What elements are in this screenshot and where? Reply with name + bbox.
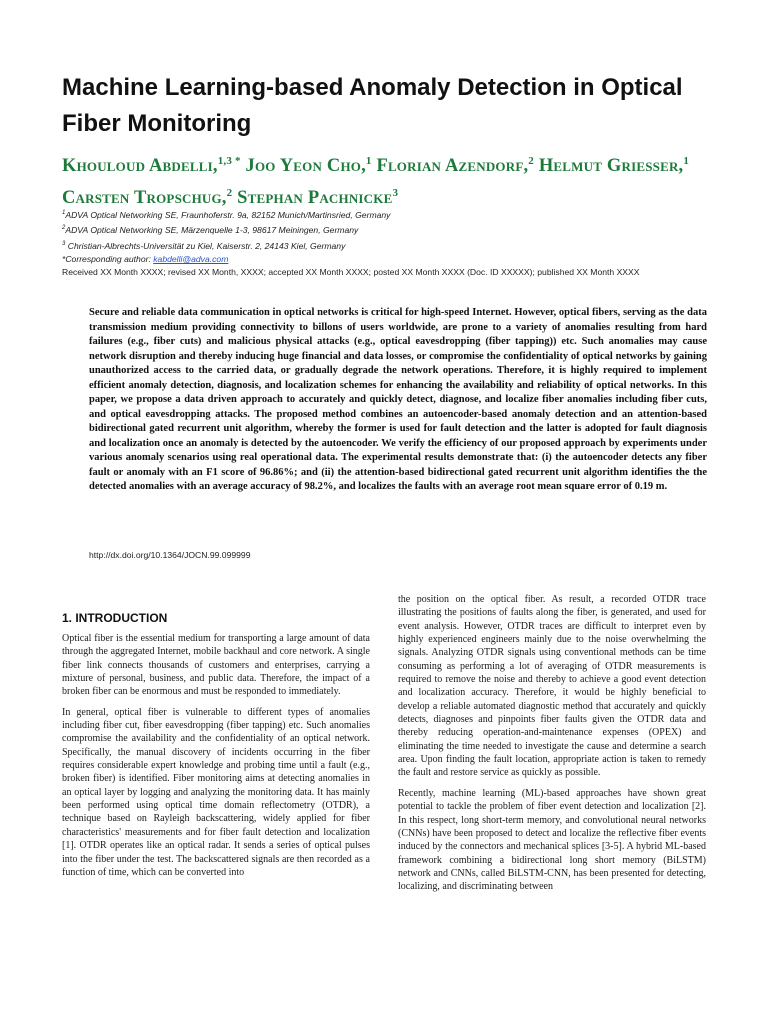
paragraph: Optical fiber is the essential medium for transporting a large amount of data through the aggregated Internet, mobile backhaul and core network. A single fiber link connects thousands of customers and enterprises, carrying a mixture of personal, business, and public data. Therefore, the impact of a broken fiber can be enormous and must be responded to immediately.: [62, 633, 370, 698]
paragraph: Recently, machine learning (ML)-based approaches have shown great potential to tackle the problem of fiber event detection and localization [2]. In this respect, long short-term memory, and convolutional neural networks (CNNs) have been proposed to detect and localize the reflective fiber events induced by the connectors and mechanical splices [3-5]. A hybrid ML-based framework combining a bidirectional long short memory (BiLSTM) network and CNNs, called BiLSTM-CNN, has been presented for detecting, localizing, and discriminating between: [398, 787, 706, 893]
author: Florian Azendorf,$^2$: [376, 155, 534, 177]
paragraph: In general, optical fiber is vulnerable to different types of anomalies including fiber cut, fiber eavesdropping (fiber tapping) etc. Such anomalies compromise the availability and the confidentiality of an optical network. Specifically, the manual discovery of incidents occurring in the fiber requires considerable expert knowledge and probing time until a fault (e.g., broken fiber) is identified. Fiber monitoring aims at detecting anomalies in an optical layer by logging and analyzing the monitoring data. It has mainly been performed using optical time domain reflectometry (OTDR), a technique based on Rayleigh backscattering, widely applied for fiber characteristics' measurements and for fiber fault detection and localization [1]. OTDR operates like an optical radar. It sends a series of optical pulses into the fiber under the test. The backscattered signals are then recorded as a function of time, which can be converted into: [62, 706, 370, 878]
doi-link[interactable]: http://dx.doi.org/10.1364/JOCN.99.099999: [89, 550, 251, 560]
abstract: Secure and reliable data communication in optical networks is critical for high-speed Internet. However, optical fibers, serving as the data transmission medium providing connectivity to billons of users worldwide, are prone to a variety of anomalies resulting from hard failures (e.g., fiber cuts) and malicious physical attacks (e.g., optical eavesdropping (fiber tapping)) etc. Such anomalies may cause network disruption and thereby inducing huge financial and data losses, or compromise the confidentiality of optical networks by gaining unauthorized access to the carried data, or gradually degrade the network operations. Therefore, it is highly required to implement efficient anomaly detection, diagnosis, and localization schemes for enhancing the availability and reliability of optical networks. In this paper, we propose a data driven approach to accurately and quickly detect, diagnose, and localize fiber anomalies including fiber cuts, and optical eavesdropping attacks. The proposed method combines an autoencoder-based anomaly detection and an attention-based bidirectional gated recurrent unit algorithm, whereby the former is used for fault detection and the latter is adopted for fault diagnosis and localization once an anomaly is detected by the autoencoder. We verify the efficiency of our proposed approach by experiments under various anomaly scenarios using real operational data. The experimental results demonstrate that: (i) the autoencoder detects any fiber fault or anomaly with an F1 score of 96.86%; and (ii) the attention-based bidirectional gated recurrent unit algorithm identifies the the detected anomalies with an average accuracy of 98.2%, and localizes the faults with an average root mean square error of 0.19 m.: [89, 307, 707, 492]
affiliation: $^2$ADVA Optical Networking SE, Märzenquelle 1-3, 98617 Meiningen, Germany: [62, 225, 359, 236]
section-heading: 1. INTRODUCTION: [62, 611, 168, 625]
left-column: [62, 632, 370, 886]
author-list: [62, 148, 722, 212]
corresponding-author: *Corresponding author: kabdelli@adva.com: [62, 254, 229, 265]
paper-title: Machine Learning-based Anomaly Detection in Optical Fiber Monitoring: [62, 74, 683, 137]
received-dates: Received XX Month XXXX; revised XX Month, XXXX; accepted XX Month XXXX; posted XX Month XXXX (Doc. ID XXXXX); published XX Month XXXX: [62, 267, 640, 277]
author: Khouloud Abdelli,$^{1,3 *}$: [62, 155, 241, 177]
author: Joo Yeon Cho,$^1$: [245, 155, 372, 177]
email-link[interactable]: kabdelli@adva.com: [153, 254, 229, 265]
right-column: [398, 593, 706, 901]
author: Stephan Pachnicke$^3$: [237, 187, 399, 209]
affiliation: $^3$ Christian-Albrechts-Universität zu Kiel, Kaiserstr. 2, 24143 Kiel, Germany: [62, 240, 346, 251]
paragraph: the position on the optical fiber. As result, a recorded OTDR trace illustrating the positions of faults along the fiber, is generated, and used for event analysis. However, OTDR traces are difficult to interpret even by highly experienced engineers mainly due to the noise overwhelming the signals. Analyzing OTDR signals using conventional methods can be time consuming as performing a lot of averaging of OTDR measurements is required to remove the noise and thereby to achieve a good event detection and localization accuracy. Therefore, it would be highly beneficial to develop a reliable automated diagnostic method that accurately and quickly detects, diagnoses and pinpoints fiber faults given the OTDR data and thereby reducing operation-and-maintenance expenses (OPEX) and eliminating the time needed to investigate the cause and determine a search area. Upon finding the fault location, appropriate action is taken to remedy the fault and restore service as quickly as possible.: [398, 594, 706, 779]
affiliation: $^1$ADVA Optical Networking SE, Fraunhoferstr. 9a, 82152 Munich/Martinsried, Germany: [62, 209, 391, 220]
affiliations: [62, 207, 722, 267]
author: Helmut Griesser,$^1$: [538, 155, 690, 177]
author: Carsten Tropschug,$^2$: [62, 187, 233, 209]
